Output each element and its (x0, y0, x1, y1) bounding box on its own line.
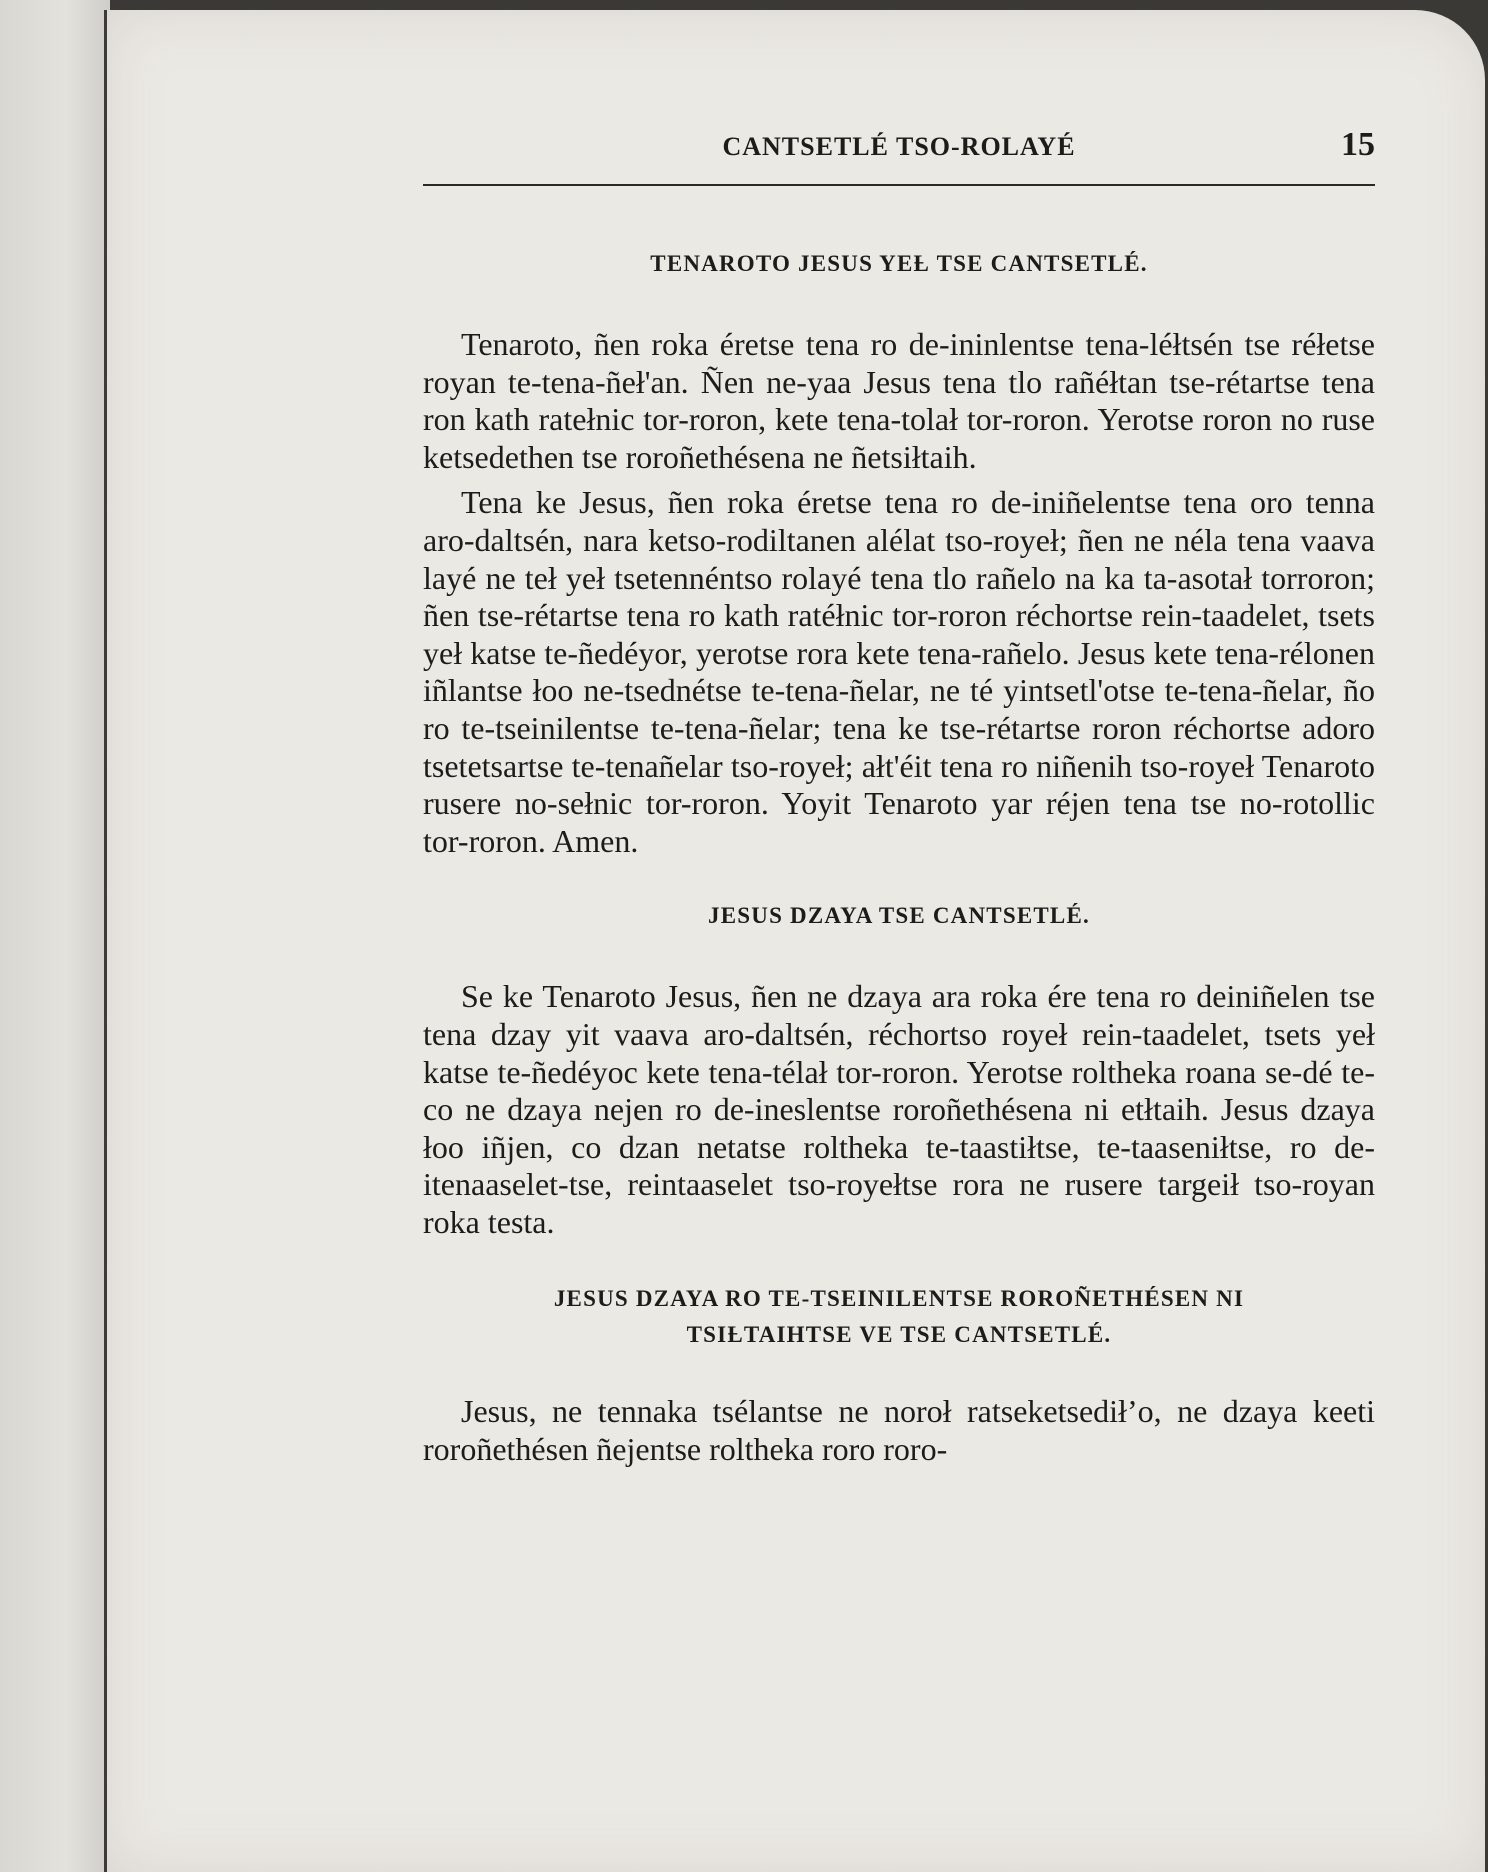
facing-page-edge (0, 0, 110, 1872)
paragraph: Tenaroto, ñen roka éretse tena ro de-ininlentse tena-léłtsén tse réłetse royan te-tena-ñeł'an. Ñen ne-yaa Jesus tena tlo rañéłtan tse-rétartse tena ron kath ratełnic tor-roron, kete tena-tolał tor-roron. Yerotse roron no ruse ketsedethen tse roroñethésena ne ñetsiłtaih. (423, 326, 1375, 475)
section-heading-line: TSIȽTAIHTSE VE TSE CANTSETLÉ. (686, 1322, 1112, 1348)
section-heading: JESUS DZAYA TSE CANTSETLÉ. (708, 903, 1090, 929)
paragraph: Tena ke Jesus, ñen roka éretse tena ro de-iniñelentse tena oro tenna aro-daltsén, nara ketso-rodiltanen alélat tso-royeł; ñen ne néla tena vaava layé ne teł yeł tsetennéntso rolayé tena tlo rañelo na ka ta-asotał torroron; ñen tse-rétartse tena ro kath ratéłnic tor-roron réchortse rein-taadelet, tsets yeł katse te-ñedéyor, yerotse rora kete tena-rañelo. Jesus kete tena-rélonen iñlantse łoo ne-tsednétse te-tena-ñelar, ne té yintsetl'otse te-tena-ñelar, ño ro te-tseinilentse te-tena-ñelar; tena ke tse-rétartse roron réchortse adoro tsetetsartse te-tenañelar tso-royeł; ałt'éit tena ro niñenih tso-royeł Tenaroto rusere no-sełnic tor-roron. Yoyit Tenaroto yar réjen tena tse no-rotollic tor-roron. Amen. (423, 484, 1375, 859)
paragraph: Se ke Tenaroto Jesus, ñen ne dzaya ara roka ére tena ro deiniñelen tse tena dzay yit vaava aro-daltsén, réchortso royeł rein-taadelet, tsets yeł katse te-ñedéyoc kete tena-télał tor-roron. Yerotse roltheka roana se-dé te-co ne dzaya nejen ro de-ineslentse roroñethésena ni etłtaih. Jesus dzaya łoo iñjen, co dzan netatse roltheka te-taastiłtse, te-taaseniłtse, ro de-itenaaselet-tse, reintaaselet tso-royełtse rora ne rusere targeił tso-royan roka testa. (423, 978, 1375, 1240)
running-title: CANTSETLÉ TSO-ROLAYÉ (722, 132, 1076, 161)
paragraph: Jesus, ne tennaka tsélantse ne noroł ratseketsediłʼo, ne dzaya keeti roroñethésen ñejentse roltheka roro roro- (423, 1393, 1375, 1468)
book-page (104, 10, 1485, 1872)
section-heading-line: JESUS DZAYA RO TE-TSEINILENTSE ROROÑETHÉSEN NI (553, 1286, 1245, 1312)
running-header (423, 100, 1375, 186)
page-number: 15 (1341, 126, 1375, 163)
section-heading: TENAROTO JESUS YEȽ TSE CANTSETLÉ. (650, 251, 1148, 276)
page-content (423, 100, 1375, 1469)
section-heading-block (423, 1281, 1375, 1353)
